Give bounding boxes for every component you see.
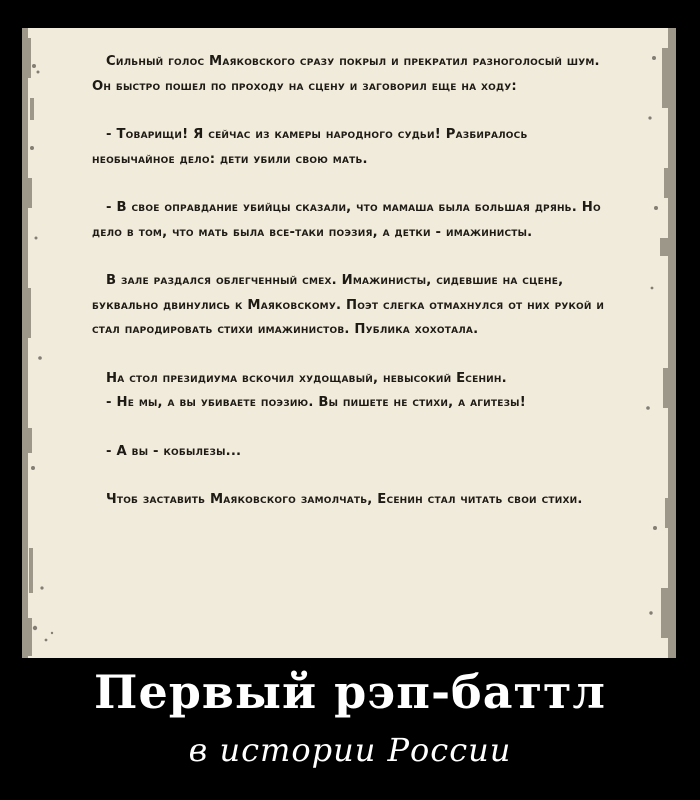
poster-image — [22, 28, 676, 658]
story-paragraph: Сильный голос Маяковского сразу покрыл и прекратил разноголосый шум. Он быстро пошел по проходу на сцену и заговорил еще на ходу: — [92, 54, 600, 94]
story-paragraph: - Не мы, а вы убиваете поэзию. Вы пишете не стихи, а агитезы! — [106, 395, 526, 410]
caption-subtitle: в истории России — [188, 731, 512, 769]
story-paragraph: - А вы - кобылезы... — [106, 443, 242, 459]
story-text — [92, 50, 612, 513]
story-paragraph: Чтоб заставить Маяковского замолчать, Есенин стал читать свои стихи. — [106, 492, 583, 507]
caption-title: Первый рэп-баттл — [94, 665, 606, 719]
story-paragraph: На стол президиума вскочил худощавый, невысокий Есенин. — [106, 370, 507, 386]
story-paragraph: В зале раздался облегченный смех. Имажинисты, сидевшие на сцене, буквально двинулись к Маяковскому. Поэт слегка отмахнулся от них рукой и стал пародировать стихи имажинистов. Публика хохотала. — [92, 273, 605, 337]
story-paragraph: - В свое оправдание убийцы сказали, что мамаша была большая дрянь. Но дело в том, что мать была все-таки поэзия, а детки - имажинисты. — [92, 200, 601, 240]
demotivator-caption — [0, 662, 700, 772]
story-paragraph: - Товарищи! Я сейчас из камеры народного судьи! Разбиралось необычайное дело: дети убили свою мать. — [92, 127, 528, 167]
